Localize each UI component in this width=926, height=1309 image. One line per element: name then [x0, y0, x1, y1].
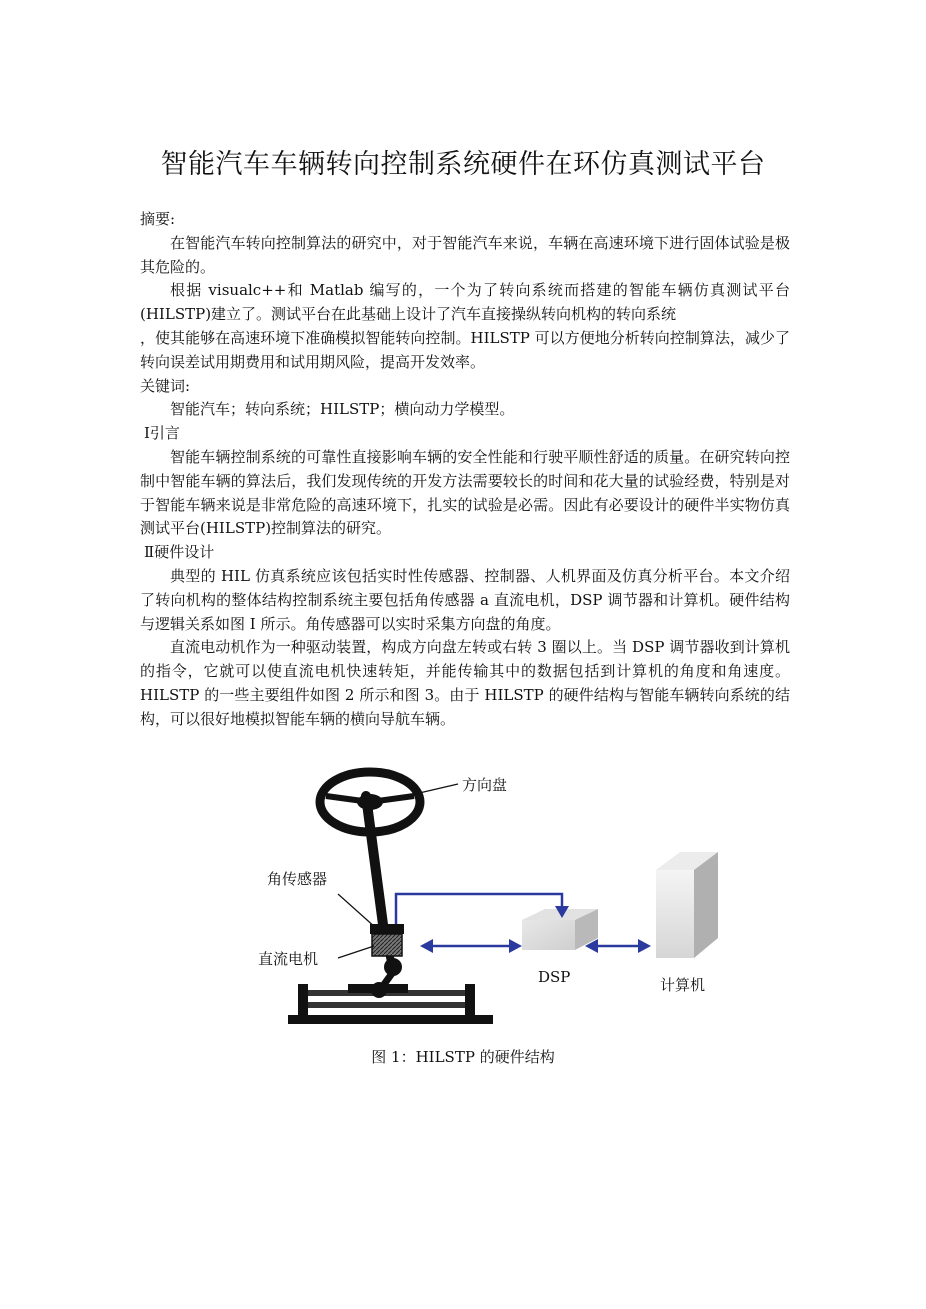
section-2-paragraph-1: 典型的 HIL 仿真系统应该包括实时性传感器、控制器、人机界面及仿真分析平台。本文介绍了转向机构的整体结构控制系统主要包括角传感器 a 直流电机，DSP 调节器和计算机。硬件结构与逻辑关系如图 I 所示。角传感器可以实时采集方向盘的角度。	[140, 566, 790, 633]
section-2-heading: Ⅱ硬件设计	[144, 543, 215, 562]
angle-sensor-motor-block	[370, 924, 404, 956]
abstract-heading: 摘要:	[140, 210, 176, 228]
dsp-box	[522, 909, 598, 950]
label-angle-sensor: 角传感器	[267, 870, 328, 888]
keywords-heading: 关键词:	[140, 376, 191, 395]
computer-tower	[656, 852, 718, 958]
sensor-leader-line	[338, 894, 376, 928]
abstract-paragraph-1: 在智能汽车转向控制算法的研究中，对于智能汽车来说，车辆在高速环境下进行固体试验是极其危险的。	[140, 233, 790, 276]
arrow-head-right	[509, 939, 522, 953]
label-dsp: DSP	[538, 968, 571, 986]
section-2-paragraph-2: 直流电动机作为一种驱动装置，构成方向盘左转或右转 3 圈以上。当 DSP 调节器收到计算机的指令，它就可以使直流电机快速转矩，并能传输其中的数据包括到计算机的角度和角速度。HILSTP 的一些主要组件如图 2 所示和图 3。由于 HILSTP 的硬件结构与智能车辆转向系统的结构，可以很好地模拟智能车辆的横向导航车辆。	[140, 638, 790, 728]
abstract-paragraph-3: ，使其能够在高速环境下准确模拟智能转向控制。HILSTP 可以方便地分析转向控制算法，减少了转向误差试用期费用和试用期风险，提高开发效率。	[140, 328, 790, 371]
motor-leader-line	[338, 946, 374, 958]
document-title: 智能汽车车辆转向控制系统硬件在环仿真测试平台	[160, 149, 766, 180]
test-bench-base	[288, 984, 493, 1024]
steering-leader-line	[415, 784, 458, 794]
document-body	[140, 208, 790, 732]
abstract-paragraph-2: 根据 visualc++和 Matlab 编写的，一个为了转向系统而搭建的智能车辆仿真测试平台(HILSTP)建立了。测试平台在此基础上设计了汽车直接操纵转向机构的转向系统	[140, 281, 790, 324]
section-1-paragraph-1: 智能车辆控制系统的可靠性直接影响车辆的安全性能和行驶平顺性舒适的质量。在研究转向控制中智能车辆的算法后，我们发现传统的开发方法需要较长的时间和花大量的试验经费，特别是对于智能车辆来说是非常危险的高速环境下，扎实的试验是必需。因此有必要设计的硬件半实物仿真测试平台(HILSTP)控制算法的研究。	[140, 447, 790, 538]
label-steering-wheel: 方向盘	[462, 776, 508, 794]
label-computer: 计算机	[660, 976, 706, 994]
steering-wheel	[320, 772, 420, 832]
arrow-head-right-2	[638, 939, 651, 953]
label-dc-motor: 直流电机	[258, 950, 319, 968]
section-1-heading: Ⅰ引言	[144, 424, 180, 443]
hardware-structure-figure	[240, 762, 730, 1037]
figure-drawing	[240, 762, 730, 1037]
keywords-text: 智能汽车；转向系统；HILSTP；横向动力学模型。	[170, 400, 515, 419]
figure-caption: 图 1：HILSTP 的硬件结构	[371, 1048, 555, 1066]
arrow-head-left	[420, 939, 433, 953]
